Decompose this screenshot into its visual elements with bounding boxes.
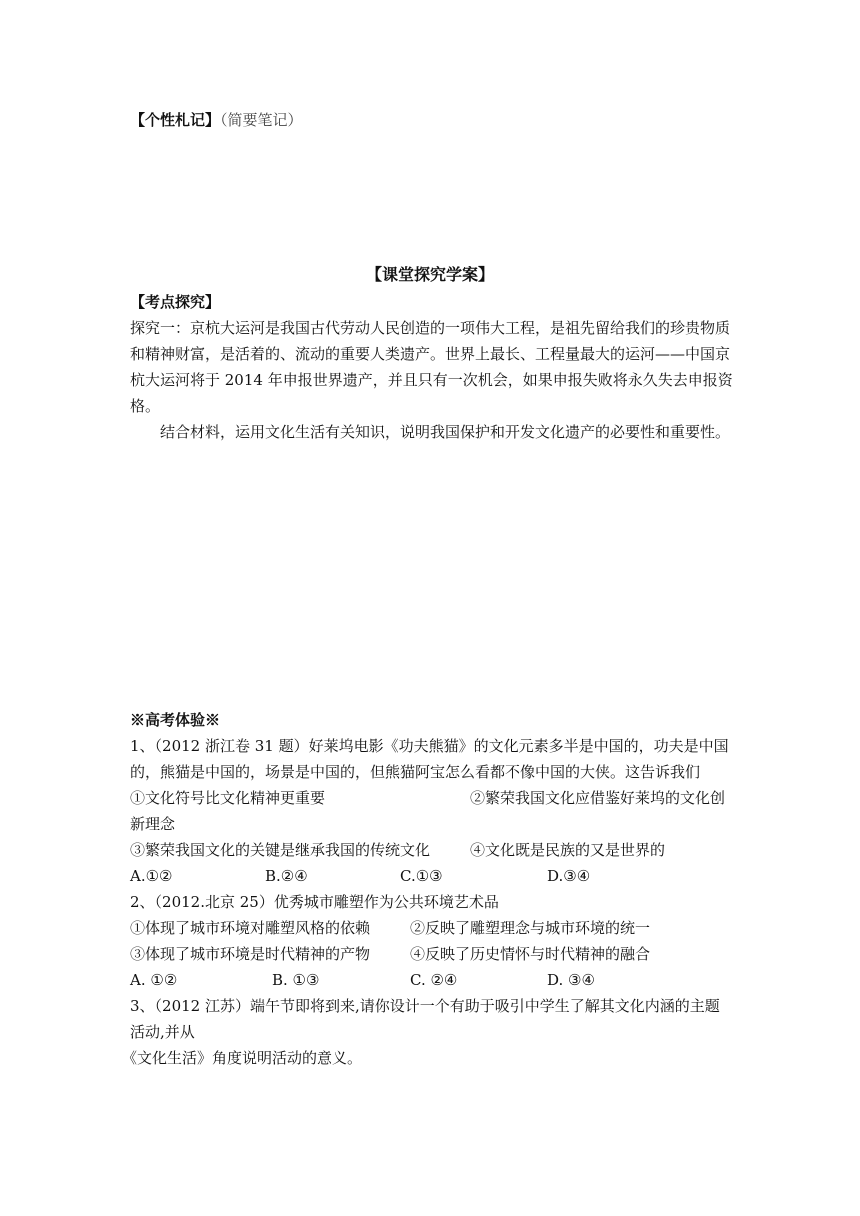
q2-option-2: ②反映了雕塑理念与城市环境的统一: [410, 919, 651, 937]
q3-line-3: 《文化生活》角度说明活动的意义。: [122, 1049, 363, 1067]
exploration-task: 结合材料，运用文化生活有关知识，说明我国保护和开发文化遗产的必要性和重要性。: [160, 423, 731, 441]
q2-option-1: ①体现了城市环境对雕塑风格的依赖: [130, 919, 371, 937]
q2-choice-b: B. ①③: [272, 971, 320, 989]
q2-option-4: ④反映了历史情怀与时代精神的融合: [410, 945, 651, 963]
q1-option-3: ③繁荣我国文化的关键是继承我国的传统文化: [130, 841, 431, 859]
q1-option-4: ④文化既是民族的又是世界的: [470, 841, 666, 859]
notes-heading-line: [130, 110, 303, 130]
q2-choice-d: D. ③④: [547, 971, 595, 989]
q2-option-3: ③体现了城市环境是时代精神的产物: [130, 945, 371, 963]
q1-choice-d: D.③④: [547, 867, 591, 885]
q2-choice-c: C. ②④: [410, 971, 458, 989]
exploration-line-2: 和精神财富，是活着的、流动的重要人类遗产。世界上最长、工程量最大的运河——中国京: [130, 345, 731, 363]
q1-choice-a: A.①②: [130, 867, 173, 885]
q2-line-1: 2、（2012.北京 25）优秀城市雕塑作为公共环境艺术品: [130, 893, 499, 911]
notes-hint: （简要笔记）: [220, 111, 303, 129]
q1-choice-c: C.①③: [400, 867, 443, 885]
q3-line-2: 活动,并从: [130, 1023, 195, 1041]
exam-heading: ※高考体验※: [130, 711, 221, 729]
q1-option-2: ②繁荣我国文化应借鉴好莱坞的文化创: [470, 789, 726, 807]
q1-line-1: 1、（2012 浙江卷 31 题）好莱坞电影《功夫熊猫》的文化元素多半是中国的，功夫是中国: [130, 737, 729, 755]
q1-choice-b: B.②④: [265, 867, 308, 885]
q3-line-1: 3、（2012 江苏）端午节即将到来,请你设计一个有助于吸引中学生了解其文化内涵的主题: [130, 997, 720, 1015]
exploration-line-1: 探究一：京杭大运河是我国古代劳动人民创造的一项伟大工程，是祖先留给我们的珍贵物质: [130, 319, 731, 337]
notes-heading: 【个性札记】: [130, 111, 221, 129]
q2-choice-a: A. ①②: [130, 971, 178, 989]
exploration-line-4: 格。: [130, 397, 161, 415]
q1-option-1: ①文化符号比文化精神更重要: [130, 789, 326, 807]
exploration-heading: 【考点探究】: [130, 293, 221, 311]
exploration-line-3: 杭大运河将于 2014 年申报世界遗产，并且只有一次机会，如果申报失败将永久失去申报资: [130, 371, 733, 389]
q1-option-2-cont: 新理念: [130, 815, 176, 833]
section-title: 【课堂探究学案】: [365, 265, 494, 284]
q1-line-2: 的，熊猫是中国的，场景是中国的，但熊猫阿宝怎么看都不像中国的大侠。这告诉我们: [130, 763, 701, 781]
